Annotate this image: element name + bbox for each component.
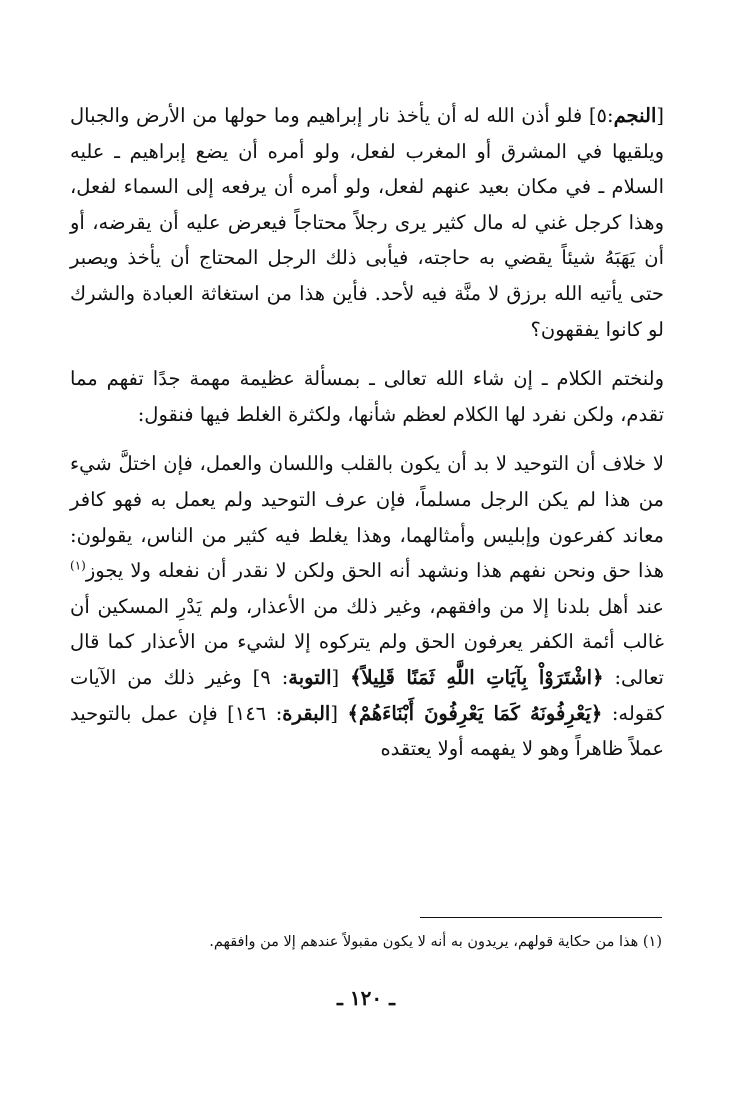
paragraph-1 (70, 98, 664, 347)
text-segment: [ (331, 665, 351, 689)
footnote-marker: (١) (70, 558, 86, 573)
paragraph-3 (70, 446, 664, 766)
text-segment: : ٩] وغير ذلك من الآيات كقوله: (70, 665, 665, 725)
surah-name: التوبة (288, 665, 332, 689)
footnote: (١) هذا من حكاية قولهم، يريدون به أنه لا يكون مقبولاً عندهم إلا من وافقهم. (209, 934, 662, 950)
text-segment: :٥] فلو أذن الله له أن يأخذ نار إبراهيم وما حولها من الأرض والجبال ويلقيها في المشرق أو المغرب لفعل، ولو أمره أن يضع إبراهيم ـ عليه السلام ـ في مكان بعيد عنهم لفعل، ولو أمره أن يرفعه إلى السماء لفعل، وهذا كرجل غني له مال كثير يرى رجلاً محتاجاً فيعرض عليه أن يقرضه، أو أن يَهَبَهُ شيئاً يقضي به حاجته، فيأبى ذلك الرجل المحتاج أن يأخذ ويصبر حتى يأتيه الله برزق لا منَّة فيه لأحد. فأين هذا من استغاثة العبادة والشرك لو كانوا يفقهون؟ (70, 104, 664, 341)
text-segment: لا خلاف أن التوحيد لا بد أن يكون بالقلب واللسان والعمل، فإن اختلَّ شيء من هذا لم يكن الرجل مسلماً، فإن عرف التوحيد ولم يعمل به فهو كافر معاند كفرعون وإبليس وأمثالهما، وهذا يغلط فيه كثير من الناس، يقولون: هذا حق ونحن نفهم هذا ونشهد أنه الحق ولكن لا نقدر أن نفعله ولا يجوز (70, 452, 664, 583)
text-segment: ولنختم الكلام ـ إن شاء الله تعالى ـ بمسألة عظيمة مهمة جدًا تفهم مما تقدم، ولكن نفرد لها الكلام لعظم شأنها، ولكثرة الغلط فيها فنقول: (70, 367, 664, 426)
text-segment: : ١٤٦] فإن عمل بالتوحيد عملاً ظاهراً وهو لا يفهمه أولا يعتقده (70, 701, 664, 761)
footnote-divider (420, 917, 662, 918)
text-segment: عند أهل بلدنا إلا من وافقهم، وغير ذلك من الأعذار، ولم يَدْرِ المسكين أن غالب أئمة الكفر يعرفون الحق ولم يتركوه إلا لشيء من الأعذار كما قال تعالى: (70, 594, 664, 689)
surah-name: النجم (613, 104, 657, 127)
text-segment: [ (330, 701, 348, 725)
quran-verse: ﴿يَعْرِفُونَهُ كَمَا يَعْرِفُونَ أَبْنَاءَهُمْ﴾ (347, 701, 603, 725)
page-number: ـ ١٢٠ ـ (337, 986, 395, 1010)
quran-verse: ﴿اشْتَرَوْاْ بِآيَاتِ اللَّهِ ثَمَنًا قَلِيلاً﴾ (350, 665, 604, 689)
page-body (70, 98, 664, 767)
surah-name: البقرة (282, 701, 331, 725)
text-segment: [ (656, 104, 664, 127)
paragraph-2 (70, 361, 664, 432)
